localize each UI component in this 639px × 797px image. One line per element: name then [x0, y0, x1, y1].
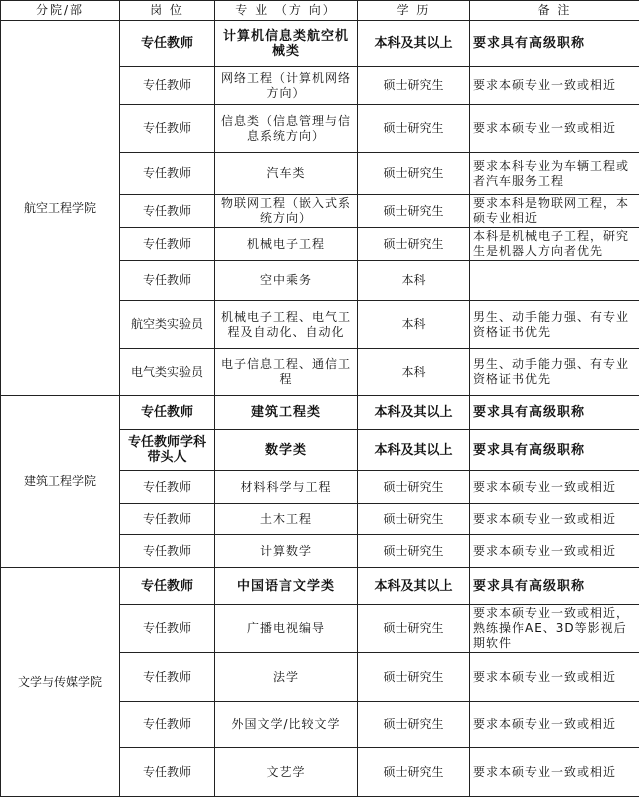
post-cell: 专任教师	[120, 535, 215, 568]
education-cell: 硕士研究生	[358, 504, 470, 535]
post-cell: 专任教师	[120, 568, 215, 605]
note-cell: 要求本硕专业一致或相近	[470, 748, 639, 797]
note-cell: 要求本硕专业一致或相近	[470, 504, 639, 535]
note-cell: 要求具有高级职称	[470, 568, 639, 605]
major-cell: 建筑工程类	[215, 396, 358, 430]
note-cell: 要求本硕专业一致或相近	[470, 653, 639, 702]
major-cell: 广播电视编导	[215, 605, 358, 653]
note-cell: 要求具有高级职称	[470, 396, 639, 430]
post-cell: 专任教师	[120, 748, 215, 797]
table-row	[1, 21, 639, 67]
major-cell: 电子信息工程、通信工程	[215, 349, 358, 396]
major-cell: 材料科学与工程	[215, 471, 358, 504]
major-cell: 数学类	[215, 430, 358, 471]
education-cell: 硕士研究生	[358, 535, 470, 568]
education-cell: 本科	[358, 261, 470, 301]
education-cell: 硕士研究生	[358, 605, 470, 653]
post-cell: 专任教师	[120, 605, 215, 653]
note-cell: 要求本科是物联网工程，本硕专业相近	[470, 195, 639, 228]
education-cell: 本科及其以上	[358, 430, 470, 471]
major-cell: 汽车类	[215, 153, 358, 195]
note-cell: 要求本硕专业一致或相近	[470, 535, 639, 568]
post-cell: 专任教师	[120, 21, 215, 67]
department-cell: 航空工程学院	[1, 21, 120, 396]
education-cell: 硕士研究生	[358, 67, 470, 105]
major-cell: 外国文学/比较文学	[215, 702, 358, 748]
table-body	[1, 21, 639, 797]
note-cell: 男生、动手能力强、有专业资格证书优先	[470, 301, 639, 349]
post-cell: 专任教师	[120, 105, 215, 153]
post-cell: 航空类实验员	[120, 301, 215, 349]
major-cell: 机械电子工程、电气工程及自动化、自动化	[215, 301, 358, 349]
education-cell: 本科及其以上	[358, 396, 470, 430]
major-cell: 计算数学	[215, 535, 358, 568]
major-cell: 土木工程	[215, 504, 358, 535]
education-cell: 硕士研究生	[358, 153, 470, 195]
education-cell: 硕士研究生	[358, 653, 470, 702]
header-note: 备 注	[470, 1, 639, 21]
department-cell: 文学与传媒学院	[1, 568, 120, 797]
major-cell: 文艺学	[215, 748, 358, 797]
department-cell: 建筑工程学院	[1, 396, 120, 568]
major-cell: 机械电子工程	[215, 228, 358, 261]
note-cell: 要求本科专业为车辆工程或者汽车服务工程	[470, 153, 639, 195]
post-cell: 专任教师	[120, 67, 215, 105]
major-cell: 计算机信息类航空机械类	[215, 21, 358, 67]
education-cell: 硕士研究生	[358, 471, 470, 504]
major-cell: 网络工程（计算机网络方向）	[215, 67, 358, 105]
post-cell: 专任教师	[120, 504, 215, 535]
note-cell: 要求具有高级职称	[470, 21, 639, 67]
post-cell: 专任教师	[120, 653, 215, 702]
note-cell	[470, 261, 639, 301]
major-cell: 中国语言文学类	[215, 568, 358, 605]
note-cell: 要求本硕专业一致或相近	[470, 105, 639, 153]
post-cell: 专任教师	[120, 702, 215, 748]
table-row	[1, 396, 639, 430]
education-cell: 本科	[358, 349, 470, 396]
note-cell: 要求本硕专业一致或相近	[470, 471, 639, 504]
post-cell: 电气类实验员	[120, 349, 215, 396]
education-cell: 本科	[358, 301, 470, 349]
education-cell: 硕士研究生	[358, 748, 470, 797]
post-cell: 专任教师学科带头人	[120, 430, 215, 471]
education-cell: 硕士研究生	[358, 195, 470, 228]
post-cell: 专任教师	[120, 153, 215, 195]
post-cell: 专任教师	[120, 228, 215, 261]
major-cell: 法学	[215, 653, 358, 702]
education-cell: 硕士研究生	[358, 105, 470, 153]
header-major: 专 业 （方 向）	[215, 1, 358, 21]
header-edu: 学 历	[358, 1, 470, 21]
post-cell: 专任教师	[120, 195, 215, 228]
education-cell: 硕士研究生	[358, 702, 470, 748]
header-row	[1, 1, 639, 21]
header-post: 岗 位	[120, 1, 215, 21]
major-cell: 空中乘务	[215, 261, 358, 301]
note-cell: 要求本硕专业一致或相近	[470, 67, 639, 105]
note-cell: 男生、动手能力强、有专业资格证书优先	[470, 349, 639, 396]
note-cell: 要求具有高级职称	[470, 430, 639, 471]
post-cell: 专任教师	[120, 261, 215, 301]
table-row	[1, 568, 639, 605]
education-cell: 本科及其以上	[358, 21, 470, 67]
header-dept: 分院/部	[1, 1, 120, 21]
note-cell: 要求本硕专业一致或相近	[470, 702, 639, 748]
education-cell: 本科及其以上	[358, 568, 470, 605]
major-cell: 信息类（信息管理与信息系统方向）	[215, 105, 358, 153]
post-cell: 专任教师	[120, 471, 215, 504]
note-cell: 要求本硕专业一致或相近，熟练操作AE、3D等影视后期软件	[470, 605, 639, 653]
major-cell: 物联网工程（嵌入式系统方向）	[215, 195, 358, 228]
note-cell: 本科是机械电子工程，研究生是机器人方向者优先	[470, 228, 639, 261]
post-cell: 专任教师	[120, 396, 215, 430]
education-cell: 硕士研究生	[358, 228, 470, 261]
